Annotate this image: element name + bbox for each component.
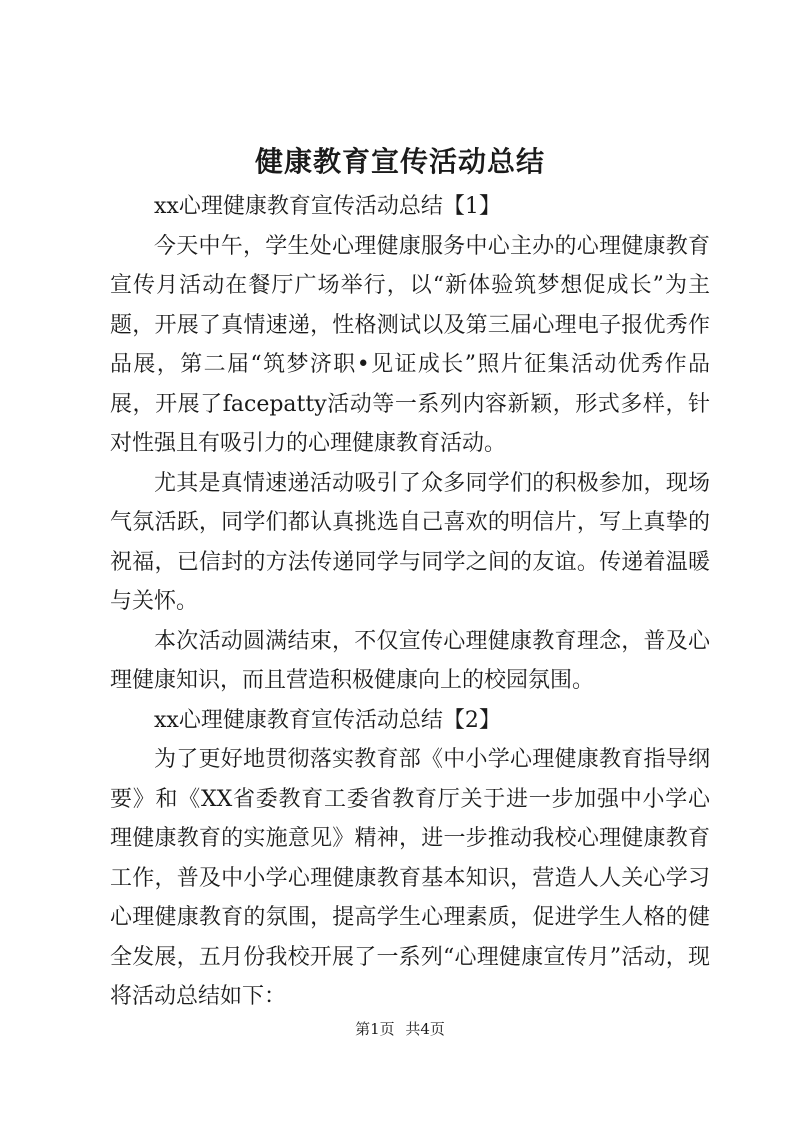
page-total: 共4页 — [405, 1020, 445, 1038]
paragraph: 为了更好地贯彻落实教育部《中小学心理健康教育指导纲要》和《XX省委教育工委省教育厅关于进一步加强中小学心理健康教育的实施意见》精神，进一步推动我校心理健康教育工作，普及中小学心理健康教育基本知识，营造人人关心学习心理健康教育的氛围，提高学生心理素质，促进学生人格的健全发展，五月份我校开展了一系列“心理健康宣传月”活动，现将活动总结如下： — [110, 747, 710, 1009]
page-footer — [0, 1018, 800, 1040]
section-heading-1: xx心理健康教育宣传活动总结【1】 — [154, 194, 501, 219]
paragraph: 尤其是真情速递活动吸引了众多同学们的积极参加，现场气氛活跃，同学们都认真挑选自己喜欢的明信片，写上真挚的祝福，已信封的方法传递同学与同学之间的友谊。传递着温暖与关怀。 — [110, 470, 710, 614]
document-body — [110, 187, 710, 1017]
section-heading-2: xx心理健康教育宣传活动总结【2】 — [154, 707, 501, 733]
paragraph: 今天中午，学生处心理健康服务中心主办的心理健康教育宣传月活动在餐厅广场举行，以“新体验筑梦想促成长”为主题，开展了真情速递，性格测试以及第三届心理电子报优秀作品展，第二届“筑梦济职•见证成长”照片征集活动优秀作品展，开展了facepatty活动等一系列内容新颖，形式多样，针对性强且有吸引力的心理健康教育活动。 — [110, 233, 710, 456]
document-title: 健康教育宣传活动总结 — [254, 145, 545, 178]
page-number: 第1页 — [355, 1020, 395, 1038]
paragraph: 本次活动圆满结束，不仅宣传心理健康教育理念，普及心理健康知识，而且营造积极健康向上的校园氛围。 — [110, 628, 710, 693]
